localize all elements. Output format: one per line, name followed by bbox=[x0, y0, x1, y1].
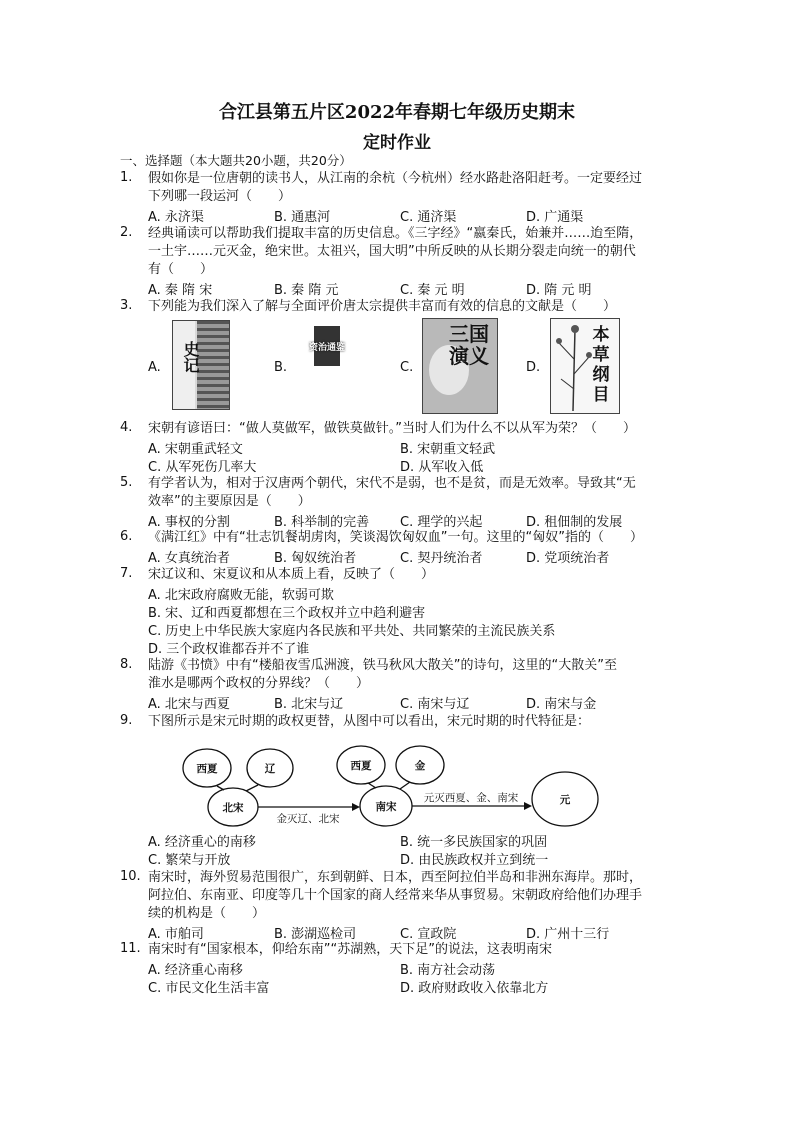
option-c: C. 市民文化生活丰富 bbox=[148, 981, 270, 996]
option-d: D. 从军收入低 bbox=[400, 460, 484, 475]
question-number: 3. bbox=[120, 298, 133, 313]
option-d: D. 三个政权谁都吞并不了谁 bbox=[148, 642, 310, 657]
option-b: B. 秦 隋 元 bbox=[274, 283, 339, 298]
option-d: D. 租佃制的发展 bbox=[526, 515, 623, 530]
option-b: B. 通惠河 bbox=[274, 210, 331, 225]
option-a: A. 北宋与西夏 bbox=[148, 697, 230, 712]
option-a: A. 永济渠 bbox=[148, 210, 204, 225]
book-title: 三国演义 bbox=[449, 322, 489, 368]
regime-succession-diagram bbox=[180, 739, 600, 831]
option-d: D. 广州十三行 bbox=[526, 927, 610, 942]
question-number: 5. bbox=[120, 475, 133, 490]
option-c: C. 历史上中华民族大家庭内各民族和平共处、共同繁荣的主流民族关系 bbox=[148, 624, 556, 639]
node-label: 元 bbox=[559, 794, 571, 806]
book-title: 本草纲目 bbox=[592, 325, 610, 405]
option-d: D. 党项统治者 bbox=[526, 551, 610, 566]
question-stem-line: 一土宇……元灭金，绝宋世。太祖兴，国大明”中所反映的从长期分裂走向统一的朝代 bbox=[148, 244, 636, 259]
node-label: 金 bbox=[414, 760, 426, 772]
question-stem-line: 下列能为我们深入了解与全面评价唐太宗提供丰富而有效的信息的文献是（ ） bbox=[148, 299, 617, 314]
question-stem-line: 南宋时，海外贸易范围很广，东到朝鲜、日本，西至阿拉伯半岛和非洲东海岸。那时， bbox=[148, 870, 643, 885]
node-label: 北宋 bbox=[222, 802, 244, 814]
question-number: 6. bbox=[120, 529, 133, 544]
arrow-head-1 bbox=[352, 803, 360, 811]
question-number: 10. bbox=[120, 869, 141, 884]
image-option-d-label: D. bbox=[526, 360, 541, 375]
connector-jin-nansong bbox=[400, 782, 410, 789]
connector-xixia-nansong bbox=[368, 783, 376, 788]
option-b: B. 匈奴统治者 bbox=[274, 551, 357, 566]
option-c: C. 通济渠 bbox=[400, 210, 457, 225]
option-a: A. 女真统治者 bbox=[148, 551, 230, 566]
arrow-head-2 bbox=[524, 802, 532, 810]
node-label: 南宋 bbox=[375, 801, 397, 813]
node-label: 辽 bbox=[264, 763, 276, 775]
section-heading: 一、选择题（本大题共20小题，共20分） bbox=[120, 153, 352, 168]
connector-xixia-beisong bbox=[217, 786, 224, 790]
book-cover-image-b bbox=[304, 326, 350, 382]
question-stem-line: 淮水是哪两个政权的分界线？（ ） bbox=[148, 676, 370, 691]
question-number: 11. bbox=[120, 941, 141, 956]
option-a: A. 宋朝重武轻文 bbox=[148, 442, 243, 457]
arrow-label: 元灭西夏、金、南宋 bbox=[423, 792, 519, 804]
question-number: 8. bbox=[120, 657, 133, 672]
book-cover-image-a bbox=[172, 320, 230, 410]
image-option-b-label: B. bbox=[274, 360, 288, 375]
option-d: D. 政府财政收入依靠北方 bbox=[400, 981, 549, 996]
exam-subtitle: 定时作业 bbox=[363, 133, 431, 153]
question-stem-line: 陆游《书愤》中有“楼船夜雪瓜洲渡，铁马秋风大散关”的诗句，这里的“大散关”至 bbox=[148, 658, 617, 673]
option-d: D. 由民族政权并立到统一 bbox=[400, 853, 549, 868]
question-stem-line: 假如你是一位唐朝的读书人，从江南的余杭（今杭州）经水路赴洛阳赶考。一定要经过 bbox=[148, 171, 643, 186]
question-stem-line: 宋辽议和、宋夏议和从本质上看，反映了（ ） bbox=[148, 567, 435, 582]
option-a: A. 秦 隋 宋 bbox=[148, 283, 213, 298]
question-stem-line: 有（ ） bbox=[148, 262, 214, 277]
option-c: C. 宣政院 bbox=[400, 927, 457, 942]
option-a: A. 经济重心的南移 bbox=[148, 835, 256, 850]
question-number: 4. bbox=[120, 420, 133, 435]
option-c: C. 秦 元 明 bbox=[400, 283, 465, 298]
option-a: A. 市舶司 bbox=[148, 927, 204, 942]
option-b: B. 科举制的完善 bbox=[274, 515, 370, 530]
question-number: 7. bbox=[120, 566, 133, 581]
book-cover-image-c bbox=[422, 318, 498, 414]
option-d: D. 南宋与金 bbox=[526, 697, 597, 712]
option-d: D. 广通渠 bbox=[526, 210, 584, 225]
option-c: C. 契丹统治者 bbox=[400, 551, 483, 566]
option-c: C. 从军死伤几率大 bbox=[148, 460, 257, 475]
question-stem-line: 续的机构是（ ） bbox=[148, 906, 266, 921]
option-b: B. 南方社会动荡 bbox=[400, 963, 496, 978]
option-c: C. 南宋与辽 bbox=[400, 697, 470, 712]
option-a: A. 事权的分割 bbox=[148, 515, 230, 530]
option-b: B. 统一多民族国家的巩固 bbox=[400, 835, 548, 850]
question-stem-line: 下图所示是宋元时期的政权更替，从图中可以看出，宋元时期的时代特征是： bbox=[148, 714, 591, 729]
option-b: B. 澎湖巡检司 bbox=[274, 927, 357, 942]
option-b: B. 北宋与辽 bbox=[274, 697, 344, 712]
book-title: 史记 bbox=[181, 341, 200, 373]
question-stem-line: 南宋时有“国家根本，仰给东南”“苏湖熟，天下足”的说法，这表明南宋 bbox=[148, 942, 552, 957]
question-number: 1. bbox=[120, 170, 133, 185]
herb-illustration bbox=[553, 319, 593, 413]
book-cover-image-d bbox=[550, 318, 620, 414]
image-option-a-label: A. bbox=[148, 360, 161, 375]
arrow-label: 金灭辽、北宋 bbox=[276, 813, 340, 825]
option-a: A. 北宋政府腐败无能，软弱可欺 bbox=[148, 588, 334, 603]
question-stem-line: 阿拉伯、东南亚、印度等几十个国家的商人经常来华从事贸易。宋朝政府给他们办理手 bbox=[148, 888, 643, 903]
node-label: 西夏 bbox=[196, 763, 218, 775]
question-stem-line: 《满江红》中有“壮志饥餐胡虏肉，笑谈渴饮匈奴血”一句。这里的“匈奴”指的（ ） bbox=[148, 530, 643, 545]
image-option-c-label: C. bbox=[400, 360, 414, 375]
node-label: 西夏 bbox=[350, 760, 372, 772]
connector-liao-beisong bbox=[246, 785, 258, 791]
option-c: C. 繁荣与开放 bbox=[148, 853, 231, 868]
option-b: B. 宋朝重文轻武 bbox=[400, 442, 496, 457]
question-stem-line: 下列哪一段运河（ ） bbox=[148, 189, 292, 204]
question-stem-line: 效率”的主要原因是（ ） bbox=[148, 494, 311, 509]
question-number: 9. bbox=[120, 713, 133, 728]
question-stem-line: 宋朝有谚语曰：“做人莫做军，做铁莫做针。”当时人们为什么不以从军为荣？（ ） bbox=[148, 421, 636, 436]
question-stem-line: 有学者认为，相对于汉唐两个朝代，宋代不是弱，也不是贫，而是无效率。导致其“无 bbox=[148, 476, 636, 491]
option-a: A. 经济重心南移 bbox=[148, 963, 243, 978]
option-b: B. 宋、辽和西夏都想在三个政权并立中趋利避害 bbox=[148, 606, 426, 621]
question-number: 2. bbox=[120, 225, 133, 240]
book-title: 资治通鉴 bbox=[308, 343, 345, 353]
option-d: D. 隋 元 明 bbox=[526, 283, 592, 298]
question-stem-line: 经典诵读可以帮助我们提取丰富的历史信息。《三字经》“嬴秦氏，始兼并……迨至隋， bbox=[148, 226, 643, 241]
exam-title: 合江县第五片区2022年春期七年级历史期末 bbox=[218, 102, 576, 123]
option-c: C. 理学的兴起 bbox=[400, 515, 483, 530]
